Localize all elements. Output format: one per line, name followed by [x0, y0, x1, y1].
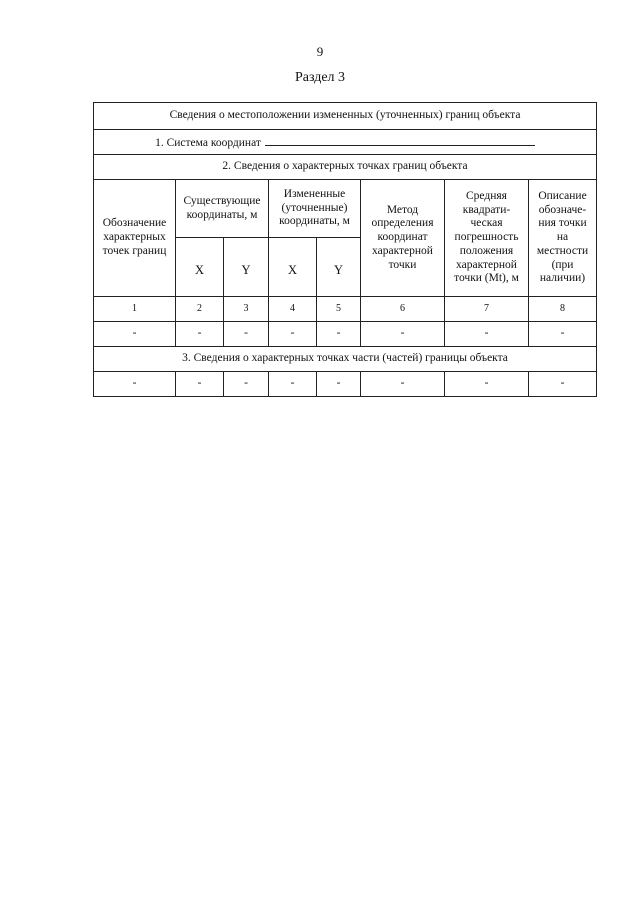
table-cell: - [269, 322, 317, 347]
header-existing-y: Y [224, 238, 269, 297]
table-cell: - [224, 322, 269, 347]
section-title: Раздел 3 [294, 70, 346, 85]
column-number: 7 [445, 297, 529, 322]
table-cell: - [94, 322, 176, 347]
column-number: 5 [317, 297, 361, 322]
column-number: 8 [529, 297, 597, 322]
column-number: 3 [224, 297, 269, 322]
table-cell: - [224, 372, 269, 397]
table-cell: - [361, 322, 445, 347]
table-cell: - [445, 372, 529, 397]
coordinate-system-row [94, 130, 597, 155]
header-existing-x: X [176, 238, 224, 297]
table-cell: - [176, 322, 224, 347]
header-existing-coordinates: Существующие координаты, м [176, 180, 269, 238]
column-numbers-row [94, 297, 597, 322]
header-error: Средняя квадрати- ческая погрешность положения характерной точки (Mt), м [445, 180, 529, 297]
points-heading: 2. Сведения о характерных точках границ объекта [94, 155, 597, 180]
column-number: 6 [361, 297, 445, 322]
table-cell: - [94, 372, 176, 397]
boundary-points-table [93, 102, 597, 397]
column-number: 1 [94, 297, 176, 322]
coordinate-system-blank [265, 134, 535, 146]
header-method: Метод определения координат характерной точки [361, 180, 445, 297]
header-changed-coordinates: Измененные (уточненные) координаты, м [269, 180, 361, 238]
table-cell: - [269, 372, 317, 397]
parts-data-row [94, 372, 597, 397]
table-cell: - [529, 322, 597, 347]
column-number: 2 [176, 297, 224, 322]
coordinate-system-label: 1. Система координат [155, 136, 261, 149]
table-cell: - [361, 372, 445, 397]
table-caption: Сведения о местоположении измененных (уточненных) границ объекта [94, 103, 597, 130]
table-cell: - [529, 372, 597, 397]
header-designation: Обозначение характерных точек границ [94, 180, 176, 297]
table-cell: - [445, 322, 529, 347]
header-changed-x: X [269, 238, 317, 297]
points-data-row [94, 322, 597, 347]
header-description: Описание обозначе- ния точки на местности (при наличии) [529, 180, 597, 297]
table-cell: - [317, 322, 361, 347]
table-cell: - [176, 372, 224, 397]
parts-heading: 3. Сведения о характерных точках части (частей) границы объекта [94, 347, 597, 372]
column-number: 4 [269, 297, 317, 322]
header-changed-y: Y [317, 238, 361, 297]
table-cell: - [317, 372, 361, 397]
page-number: 9 [316, 44, 324, 59]
